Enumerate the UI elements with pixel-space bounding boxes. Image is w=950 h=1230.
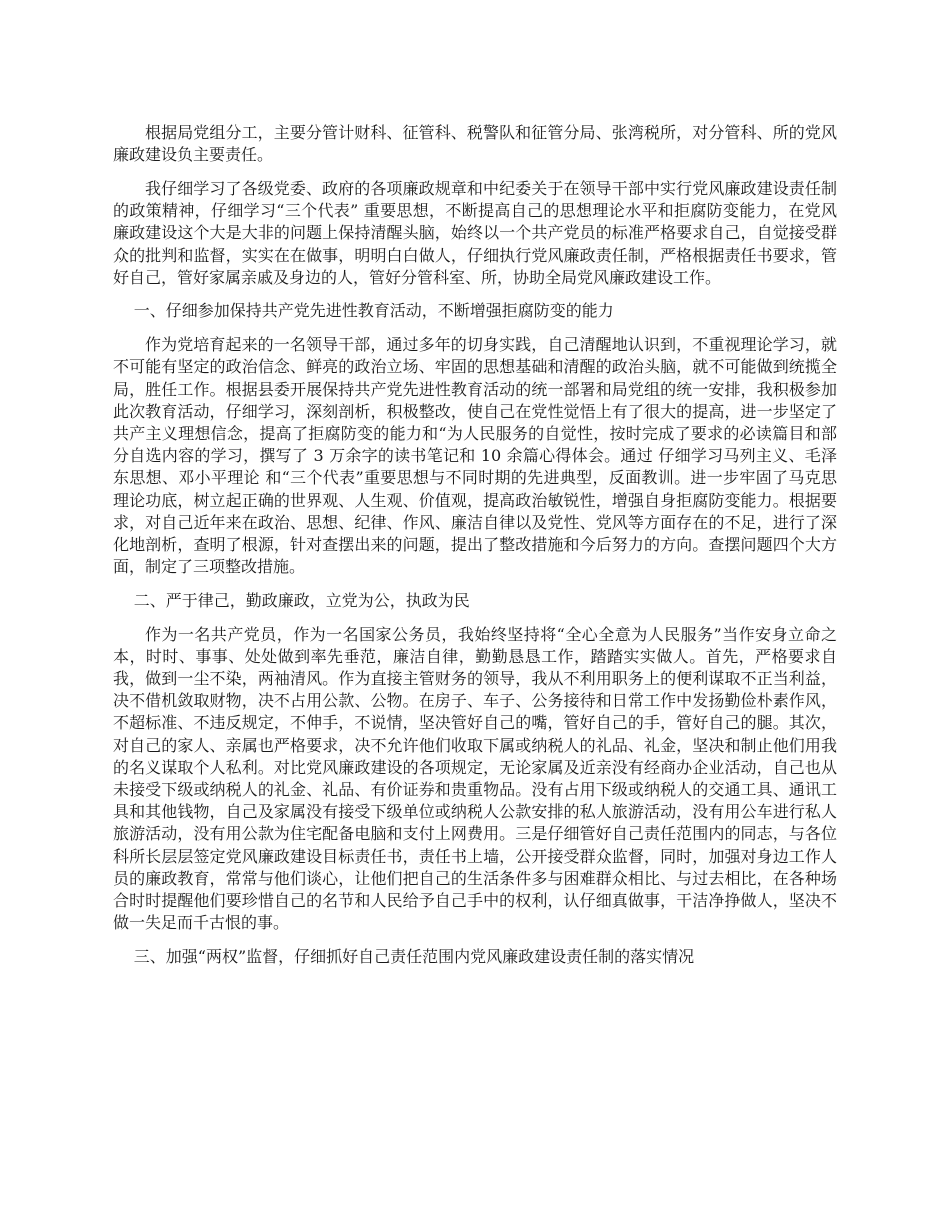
body-paragraph-1: 根据局党组分工，主要分管计财科、征管科、税警队和征管分局、张湾税所，对分管科、所的党风廉政建设负主要责任。 bbox=[113, 123, 837, 165]
body-paragraph-2: 我仔细学习了各级党委、政府的各项廉政规章和中纪委关于在领导干部中实行党风廉政建设责任制的政策精神，仔细学习“三个代表” 重要思想，不断提高自己的思想理论水平和拒腐防变能力，在党风廉政建设这个大是大非的问题上保持清醒头脑，始终以一个共产党员的标准严格要求自己，自觉接受群众的批判和监督，实实在在做事，明明白白做人，仔细执行党风廉政责任制，严格根据责任书要求，管好自己，管好家属亲戚及身边的人，管好分管科室、所，协助全局党风廉政建设工作。 bbox=[113, 178, 837, 287]
body-paragraph-4: 作为一名共产党员，作为一名国家公务员，我始终坚持将“全心全意为人民服务”当作安身立命之本，时时、事事、处处做到率先垂范，廉洁自律，勤勤恳恳工作，踏踏实实做人。首先，严格要求自我，做到一尘不染，两袖清风。作为直接主管财务的领导，我从不利用职务上的便利谋取不正当利益，决不借机敛取财物，决不占用公款、公物。在房子、车子、公务接待和日常工作中发扬勤俭朴素作风，不超标准、不违反规定，不伸手，不说情，坚决管好自己的嘴，管好自己的手，管好自己的腿。其次，对自己的家人、亲属也严格要求，决不允许他们收取下属或纳税人的礼品、礼金，坚决和制止他们用我的名义谋取个人私利。对比党风廉政建设的各项规定，无论家属及近亲没有经商办企业活动，自己也从未接受下级或纳税人的礼金、礼品、有价证券和贵重物品。没有占用下级或纳税人的交通工具、通讯工具和其他钱物，自己及家属没有接受下级单位或纳税人公款安排的私人旅游活动，没有用公车进行私人旅游活动，没有用公款为住宅配备电脑和支付上网费用。三是仔细管好自己责任范围内的同志，与各位科所长层层签定党风廉政建设目标责任书，责任书上墙，公开接受群众监督，同时，加强对身边工作人员的廉政教育，常常与他们谈心，让他们把自己的生活条件多与困难群众相比、与过去相比，在各种场合时时提醒他们要珍惜自己的名节和人民给予自己手中的权利，认仔细真做事，干洁净挣做人，坚决不做一失足而千古恨的事。 bbox=[113, 624, 837, 933]
document-page bbox=[113, 122, 837, 980]
section-heading-1: 一、仔细参加保持共产党先进性教育活动，不断增强拒腐防变的能力 bbox=[133, 301, 614, 321]
section-heading-2: 二、严于律己，勤政廉政，立党为公，执政为民 bbox=[133, 590, 470, 610]
body-paragraph-3: 作为党培育起来的一名领导干部，通过多年的切身实践，自己清醒地认识到，不重视理论学习，就不可能有坚定的政治信念、鲜亮的政治立场、牢固的思想基础和清醒的政治头脑，就不可能做到统揽全局，胜任工作。根据县委开展保持共产党先进性教育活动的统一部署和局党组的统一安排，我积极参加此次教育活动，仔细学习，深刻剖析，积极整改，使自己在党性觉悟上有了很大的提高，进一步坚定了共产主义理想信念，提高了拒腐防变的能力和“为人民服务的自觉性，按时完成了要求的必读篇目和部分自选内容的学习，撰写了 3 万余字的读书笔记和 10 余篇心得体会。通过 仔细学习马列主义、毛泽东思想、邓小平理论 和“三个代表”重要思想与不同时期的先进典型，反面教训。进一步牢固了马克思理论功底，树立起正确的世界观、人生观、价值观，提高政治敏锐性，增强自身拒腐防变能力。根据要求，对自己近年来在政治、思想、纪律、作风、廉洁自律以及党性、党风等方面存在的不足，进行了深化地剖析，查明了根源，针对查摆出来的问题，提出了整改措施和今后努力的方向。查摆问题四个大方面，制定了三项整改措施。 bbox=[113, 335, 837, 577]
section-heading-3: 三、加强“两权”监督，仔细抓好自己责任范围内党风廉政建设责任制的落实情况 bbox=[133, 946, 695, 966]
